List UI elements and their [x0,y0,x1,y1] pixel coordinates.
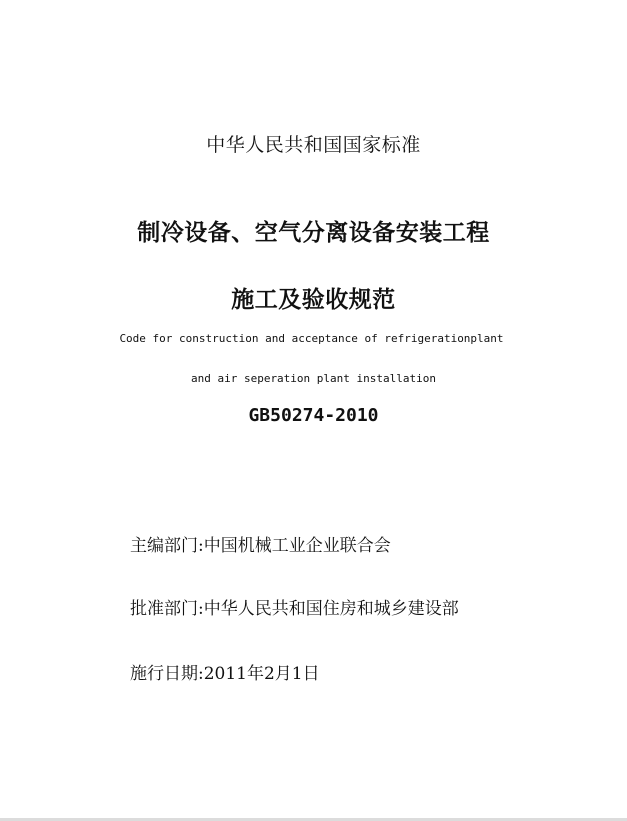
english-title-line2: and air seperation plant installation [190,372,437,385]
document-title-line1: 制冷设备、空气分离设备安装工程 [137,219,490,246]
standard-category: 中华人民共和国国家标准 [206,134,421,156]
standard-code: GB50274-2010 [248,405,379,426]
effective-date: 施行日期:2011年2月1日 [130,664,320,684]
english-title-line1: Code for construction and acceptance of refrigerationplant [119,332,504,345]
document-title-line2: 施工及验收规范 [231,286,396,313]
approval-department: 批准部门:中华人民共和国住房和城乡建设部 [130,599,459,619]
chief-editor-department: 主编部门:中国机械工业企业联合会 [130,536,391,556]
